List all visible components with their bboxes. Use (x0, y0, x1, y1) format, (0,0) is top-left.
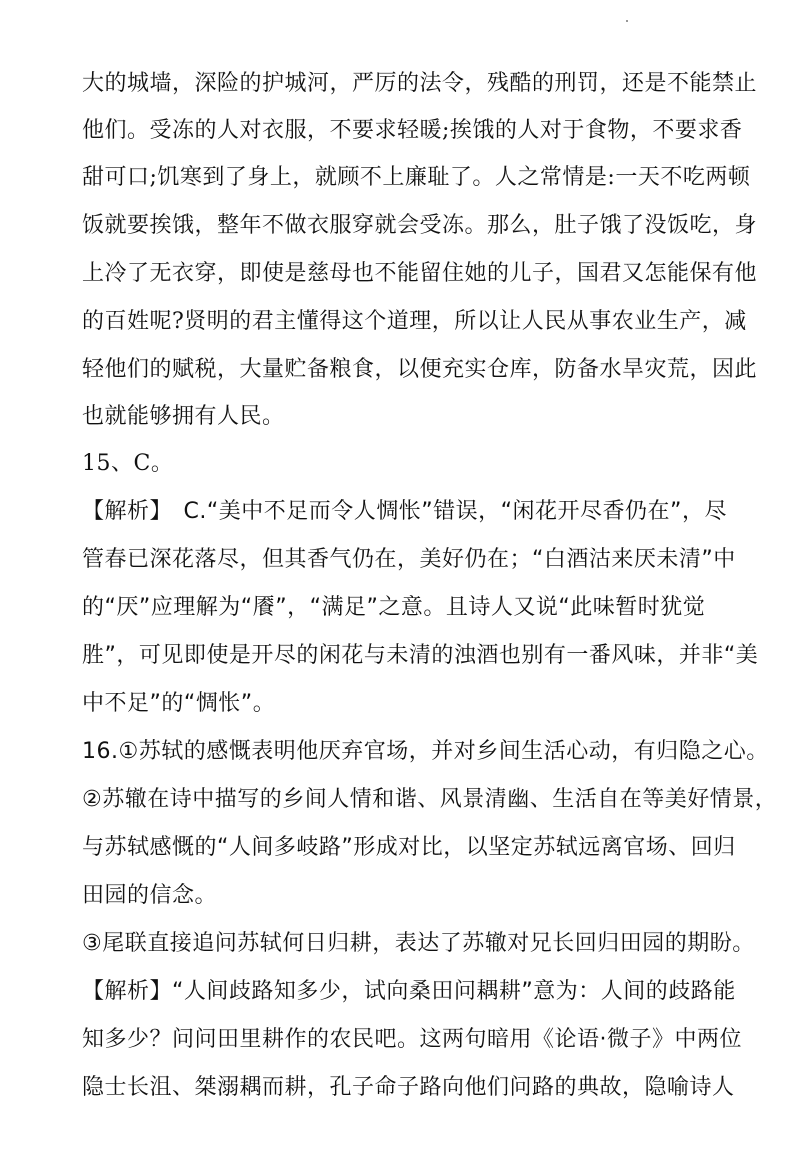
q15-analysis-line: 的“厌”应理解为“餍”，“满足”之意。且诗人又说“此味暂时犹觉 (82, 595, 706, 620)
q15-answer: 15、C。 (82, 451, 174, 476)
translation-line: 饭就要挨饿，整年不做衣服穿就会受冻。那么，肚子饿了没饭吃，身 (82, 213, 758, 238)
q15-analysis-line: 管春已深花落尽，但其香气仍在，美好仍在；“白酒沽来厌未清”中 (82, 547, 736, 572)
q16-answer-line: 16.①苏轼的感慨表明他厌弃官场，并对乡间生活心动，有归隐之心。 (82, 739, 769, 764)
translation-line: 甜可口;饥寒到了身上，就顾不上廉耻了。人之常情是:一天不吃两顿 (82, 165, 751, 190)
q15-analysis-line: 中不足”的“惆怅”。 (82, 691, 276, 716)
translation-line: 大的城墙，深险的护城河，严厉的法令，残酷的刑罚，还是不能禁止 (82, 71, 758, 96)
q16-answer-line: 田园的信念。 (82, 883, 218, 908)
scan-speck (626, 20, 628, 22)
translation-line: 他们。受冻的人对衣服，不要求轻暖;挨饿的人对于食物，不要求香 (82, 118, 743, 143)
q16-analysis-line: 【解析】“人间歧路知多少，试向桑田问耦耕”意为：人间的歧路能 (82, 979, 736, 1004)
q16-analysis-line: 隐士长沮、桀溺耦而耕，孔子命子路向他们问路的典故，隐喻诗人 (82, 1075, 735, 1100)
translation-line: 也就能够拥有人民。 (82, 404, 285, 429)
q15-analysis-line: 【解析】 C.“美中不足而令人惆怅”错误，“闲花开尽香仍在”，尽 (82, 499, 727, 524)
q16-analysis-line: 知多少？问问田里耕作的农民吧。这两句暗用《论语·微子》中两位 (82, 1027, 742, 1052)
q16-answer-line: ②苏辙在诗中描写的乡间人情和谐、风景清幽、生活自在等美好情景， (82, 787, 778, 812)
q16-answer-line: ③尾联直接追问苏轼何日归耕，表达了苏辙对兄长回归田园的期盼。 (82, 931, 755, 956)
translation-line: 的百姓呢?贤明的君主懂得这个道理，所以让人民从事农业生产，减 (82, 309, 747, 334)
q16-answer-line: 与苏轼感慨的“人间多岐路”形成对比，以坚定苏轼远离官场、回归 (82, 835, 736, 860)
q15-analysis-line: 胜”，可见即使是开尽的闲花与未清的浊酒也别有一番风味，并非“美 (82, 643, 759, 668)
translation-line: 上冷了无衣穿，即使是慈母也不能留住她的儿子，国君又怎能保有他 (82, 261, 758, 286)
translation-line: 轻他们的赋税，大量贮备粮食，以便充实仓库，防备水旱灾荒，因此 (82, 357, 758, 382)
